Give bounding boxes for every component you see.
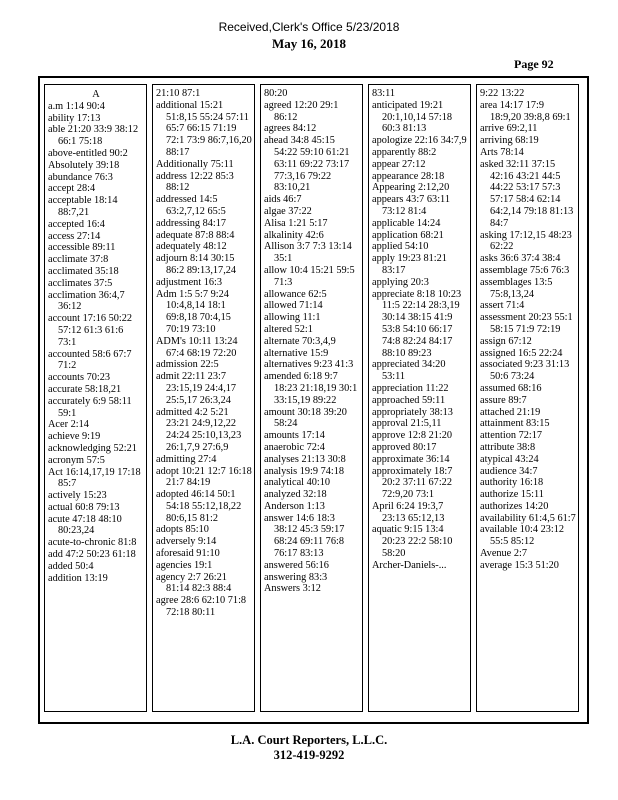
index-entry: approximately 18:7 20:2 37:11 67:22 72:9,20 73:1: [372, 465, 453, 501]
index-entry: analyses 21:13 30:8: [264, 453, 346, 465]
index-entry: asked 32:11 37:15 42:16 43:21 44:5 44:22 53:17 57:3 57:17 58:4 62:14 64:2,14 79:18 81:13 84:7: [480, 158, 574, 229]
index-entry: appear 27:12: [372, 158, 426, 170]
index-entry: Arts 78:14: [480, 146, 524, 158]
index-entry: actively 15:23: [48, 490, 107, 502]
index-entry: aforesaid 91:10: [156, 548, 220, 560]
index-entry: analyzed 32:18: [264, 489, 327, 501]
index-entry: assure 89:7: [480, 394, 527, 406]
index-entry: accurate 58:18,21: [48, 383, 122, 395]
index-entry: alternate 70:3,4,9: [264, 335, 336, 347]
index-entry: allowance 62:5: [264, 288, 327, 300]
index-entry: accounts 70:23: [48, 372, 111, 384]
index-entry: added 50:4: [48, 560, 94, 572]
index-entry: appreciate 8:18 10:23 11:5 22:14 28:3,19 30:14 38:15 41:9 53:8 54:10 66:17 74:8 82:24 84:17 88:10 89:23: [372, 288, 462, 359]
page-number: Page 92: [514, 57, 554, 71]
index-entry: approached 59:11: [372, 394, 446, 406]
index-entry: adopts 85:10: [156, 524, 209, 536]
index-entry: asking 17:12,15 48:23 62:22: [480, 229, 572, 253]
index-entry: addressed 14:5 63:2,7,12 65:5: [156, 194, 226, 217]
index-entry: apply 19:23 81:21 83:17: [372, 253, 447, 276]
index-entry: acclimate 37:8: [48, 254, 109, 266]
index-entry: arrive 69:2,11: [480, 123, 538, 135]
index-entry: anaerobic 72:4: [264, 441, 325, 453]
index-entry: acceptable 18:14 88:7,21: [48, 195, 118, 218]
index-entry: accessible 89:11: [48, 242, 116, 254]
index-entry: Acer 2:14: [48, 419, 89, 431]
index-entry: adopted 46:14 50:1 54:18 55:12,18,22 80:6,15 81:2: [156, 489, 242, 524]
index-entry: able 21:20 33:9 38:12 66:1 75:18: [48, 124, 139, 148]
index-entry: acclimation 36:4,7 36:12: [48, 289, 125, 313]
index-entry: Appearing 2:12,20: [372, 182, 450, 194]
index-column-3: [260, 84, 363, 712]
index-entry: authorize 15:11: [480, 489, 544, 501]
index-entry: addressing 84:17: [156, 217, 227, 229]
index-entry: acclimated 35:18: [48, 265, 119, 277]
index-entry: assemblages 13:5 75:8,13,24: [480, 276, 553, 300]
index-entry: addition 13:19: [48, 572, 108, 584]
index-entry: access 27:14: [48, 230, 101, 242]
index-entry: adequate 87:8 88:4: [156, 229, 235, 241]
index-entry: additional 15:21 51:8,15 55:24 57:11 65:7 66:15 71:19 72:1 73:9 86:7,16,20 88:17: [156, 99, 252, 158]
index-entry: audience 34:7: [480, 465, 538, 477]
index-entry: attainment 83:15: [480, 418, 550, 430]
index-entry: apologize 22:16 34:7,9: [372, 135, 467, 147]
index-entry: assigned 16:5 22:24: [480, 347, 563, 359]
index-entry: 9:22 13:22: [480, 88, 525, 99]
index-entry: Additionally 75:11: [156, 158, 234, 170]
index-column-2: [152, 84, 255, 712]
index-entry: accepted 16:4: [48, 218, 105, 230]
index-entry: appearance 28:18: [372, 170, 445, 182]
index-entry: Absolutely 39:18: [48, 159, 120, 171]
index-entry: above-entitled 90:2: [48, 147, 128, 159]
index-entry: accept 28:4: [48, 183, 96, 195]
index-entry: agencies 19:1: [156, 559, 213, 571]
index-entry: adjourn 8:14 30:15 86:2 89:13,17,24: [156, 253, 237, 276]
reporter-phone: 312-419-9292: [273, 748, 345, 762]
index-entry: April 6:24 19:3,7 23:13 65:12,13: [372, 500, 445, 524]
index-entry: assemblage 75:6 76:3: [480, 264, 570, 276]
index-entry: admission 22:5: [156, 359, 219, 371]
index-entry: asks 36:6 37:4 38:4: [480, 253, 561, 265]
index-entry: amounts 17:14: [264, 430, 325, 442]
index-entry: ahead 34:8 45:15 54:22 59:10 61:21 63:11 69:22 73:17 77:3,16 79:22 83:10,21: [264, 135, 350, 194]
reporter-name: L.A. Court Reporters, L.L.C.: [230, 733, 388, 747]
index-entry: assign 67:12: [480, 335, 532, 347]
index-entry: approve 12:8 21:20: [372, 430, 453, 442]
index-entry: actual 60:8 79:13: [48, 501, 120, 513]
index-entry: alkalinity 42:6: [264, 229, 324, 241]
index-entry: adequately 48:12: [156, 241, 227, 253]
index-entry: add 47:2 50:23 61:18: [48, 549, 136, 561]
section-letter: A: [92, 89, 100, 100]
index-entry: agrees 84:12: [264, 123, 317, 135]
index-entry: Anderson 1:13: [264, 500, 325, 512]
index-entry: altered 52:1: [264, 323, 313, 335]
index-entry: allow 10:4 15:21 59:5 71:3: [264, 264, 355, 288]
index-entry: approved 80:17: [372, 441, 437, 453]
index-entry: assumed 68:16: [480, 382, 542, 394]
index-entry: available 10:4 23:12 55:5 85:12: [480, 524, 565, 548]
index-entry: algae 37:22: [264, 205, 312, 217]
index-entry: assessment 20:23 55:1 58:15 71:9 72:19: [480, 312, 573, 335]
index-entry: acute 47:18 48:10 80:23,24: [48, 513, 122, 537]
index-entry: account 17:16 50:22 57:12 61:3 61:6 73:1: [48, 313, 133, 348]
index-entry: authority 16:18: [480, 477, 544, 489]
index-entry: amount 30:18 39:20 58:24: [264, 406, 347, 430]
index-entry: Adm 1:5 5:7 9:24 10:4,8,14 18:1 69:8,18 70:4,15 70:19 73:10: [156, 288, 231, 335]
index-entry: acute-to-chronic 81:8: [48, 537, 137, 549]
index-entry: 80:20: [264, 88, 288, 99]
index-entry: ability 17:13: [48, 112, 101, 124]
index-entry: applied 54:10: [372, 241, 429, 253]
index-entry: appropriately 38:13: [372, 406, 453, 418]
index-column-4: [368, 84, 471, 712]
index-entry: attention 72:17: [480, 430, 543, 442]
index-entry: analytical 40:10: [264, 477, 331, 489]
index-entry: appears 43:7 63:11 73:12 81:4: [372, 194, 450, 217]
received-stamp: Received,Clerk's Office 5/23/2018: [218, 20, 400, 34]
index-entry: arriving 68:19: [480, 135, 539, 147]
index-entry: adopt 10:21 12:7 16:18 21:7 84:19: [156, 465, 252, 489]
index-entry: answering 83:3: [264, 571, 328, 583]
index-entry: assert 71:4: [480, 300, 525, 312]
index-entry: 21:10 87:1: [156, 88, 201, 99]
index-entry: abundance 76:3: [48, 171, 113, 183]
index-column-5: [476, 84, 579, 712]
index-entry: admit 22:11 23:7 23:15,19 24:4,17 25:5,17 26:3,24: [156, 371, 237, 406]
index-entry: appreciated 34:20 53:11: [372, 359, 446, 383]
index-entry: average 15:3 51:20: [480, 559, 559, 571]
index-entry: availability 61:4,5 61:7: [480, 512, 576, 524]
index-entry: amended 6:18 9:7 18:23 21:18,19 30:1 33:15,19 89:22: [264, 371, 358, 406]
index-entry: Avenue 2:7: [480, 548, 527, 560]
index-entry: a.m 1:14 90:4: [48, 100, 105, 112]
index-entry: associated 9:23 31:13 50:6 73:24: [480, 359, 570, 383]
index-entry: applicable 14:24: [372, 217, 441, 229]
index-entry: alternative 15:9: [264, 347, 329, 359]
index-entry: ADM's 10:11 13:24 67:4 68:19 72:20: [156, 335, 238, 359]
index-entry: aquatic 9:15 13:4 20:23 22:2 58:10 58:20: [372, 524, 453, 560]
index-entry: authorizes 14:20: [480, 500, 549, 512]
index-entry: attached 21:19: [480, 406, 541, 418]
index-entry: Archer-Daniels-...: [372, 559, 447, 571]
index-entry: appreciation 11:22: [372, 382, 449, 394]
index-entry: approval 21:5,11: [372, 418, 442, 430]
index-entry: Act 16:14,17,19 17:18 85:7: [48, 466, 141, 490]
index-entry: Allison 3:7 7:3 13:14 35:1: [264, 241, 352, 265]
index-entry: alternatives 9:23 41:3: [264, 359, 354, 371]
index-entry: approximate 36:14: [372, 453, 450, 465]
index-entry: applying 20:3: [372, 276, 429, 288]
index-entry: Answers 3:12: [264, 583, 321, 595]
index-entry: attribute 38:8: [480, 441, 536, 453]
transcript-date: May 16, 2018: [271, 36, 347, 51]
index-entry: atypical 43:24: [480, 453, 539, 465]
index-entry: achieve 9:19: [48, 431, 101, 443]
index-entry: admitted 4:2 5:21 23:21 24:9,12,22 24:24 25:10,13,23 26:1,7,9 27:6,9: [156, 406, 242, 453]
index-entry: address 12:22 85:3 88:12: [156, 170, 234, 194]
index-entry: agree 28:6 62:10 71:8 72:18 80:11: [156, 595, 247, 619]
index-entry: Alisa 1:21 5:17: [264, 217, 328, 229]
index-entry: acclimates 37:5: [48, 277, 113, 289]
index-entry: accurately 6:9 58:11 59:1: [48, 395, 132, 419]
index-column-1: [44, 84, 147, 712]
index-entry: adjustment 16:3: [156, 276, 223, 288]
index-entry: allowing 11:1: [264, 312, 321, 324]
index-entry: 83:11: [372, 88, 396, 99]
index-entry: anticipated 19:21 20:1,10,14 57:18 60:3 81:13: [372, 99, 453, 135]
index-entry: agency 2:7 26:21 81:14 82:3 88:4: [156, 571, 232, 595]
index-entry: accounted 58:6 67:7 71:2: [48, 348, 132, 372]
index-entry: acronym 57:5: [48, 454, 105, 466]
index-entry: answered 56:16: [264, 559, 329, 571]
index-entry: adversely 9:14: [156, 536, 217, 548]
index-entry: admitting 27:4: [156, 453, 217, 465]
index-entry: agreed 12:20 29:1 86:12: [264, 99, 339, 123]
index-entry: acknowledging 52:21: [48, 442, 137, 454]
index-entry: analysis 19:9 74:18: [264, 465, 345, 477]
index-entry: apparently 88:2: [372, 146, 437, 158]
index-entry: answer 14:6 18:3 38:12 45:3 59:17 68:24 69:11 76:8 76:17 83:13: [264, 512, 345, 560]
index-entry: area 14:17 17:9 18:9,20 39:8,8 69:1: [480, 99, 571, 123]
index-entry: application 68:21: [372, 229, 444, 241]
index-entry: aids 46:7: [264, 194, 302, 206]
index-entry: allowed 71:14: [264, 300, 323, 312]
